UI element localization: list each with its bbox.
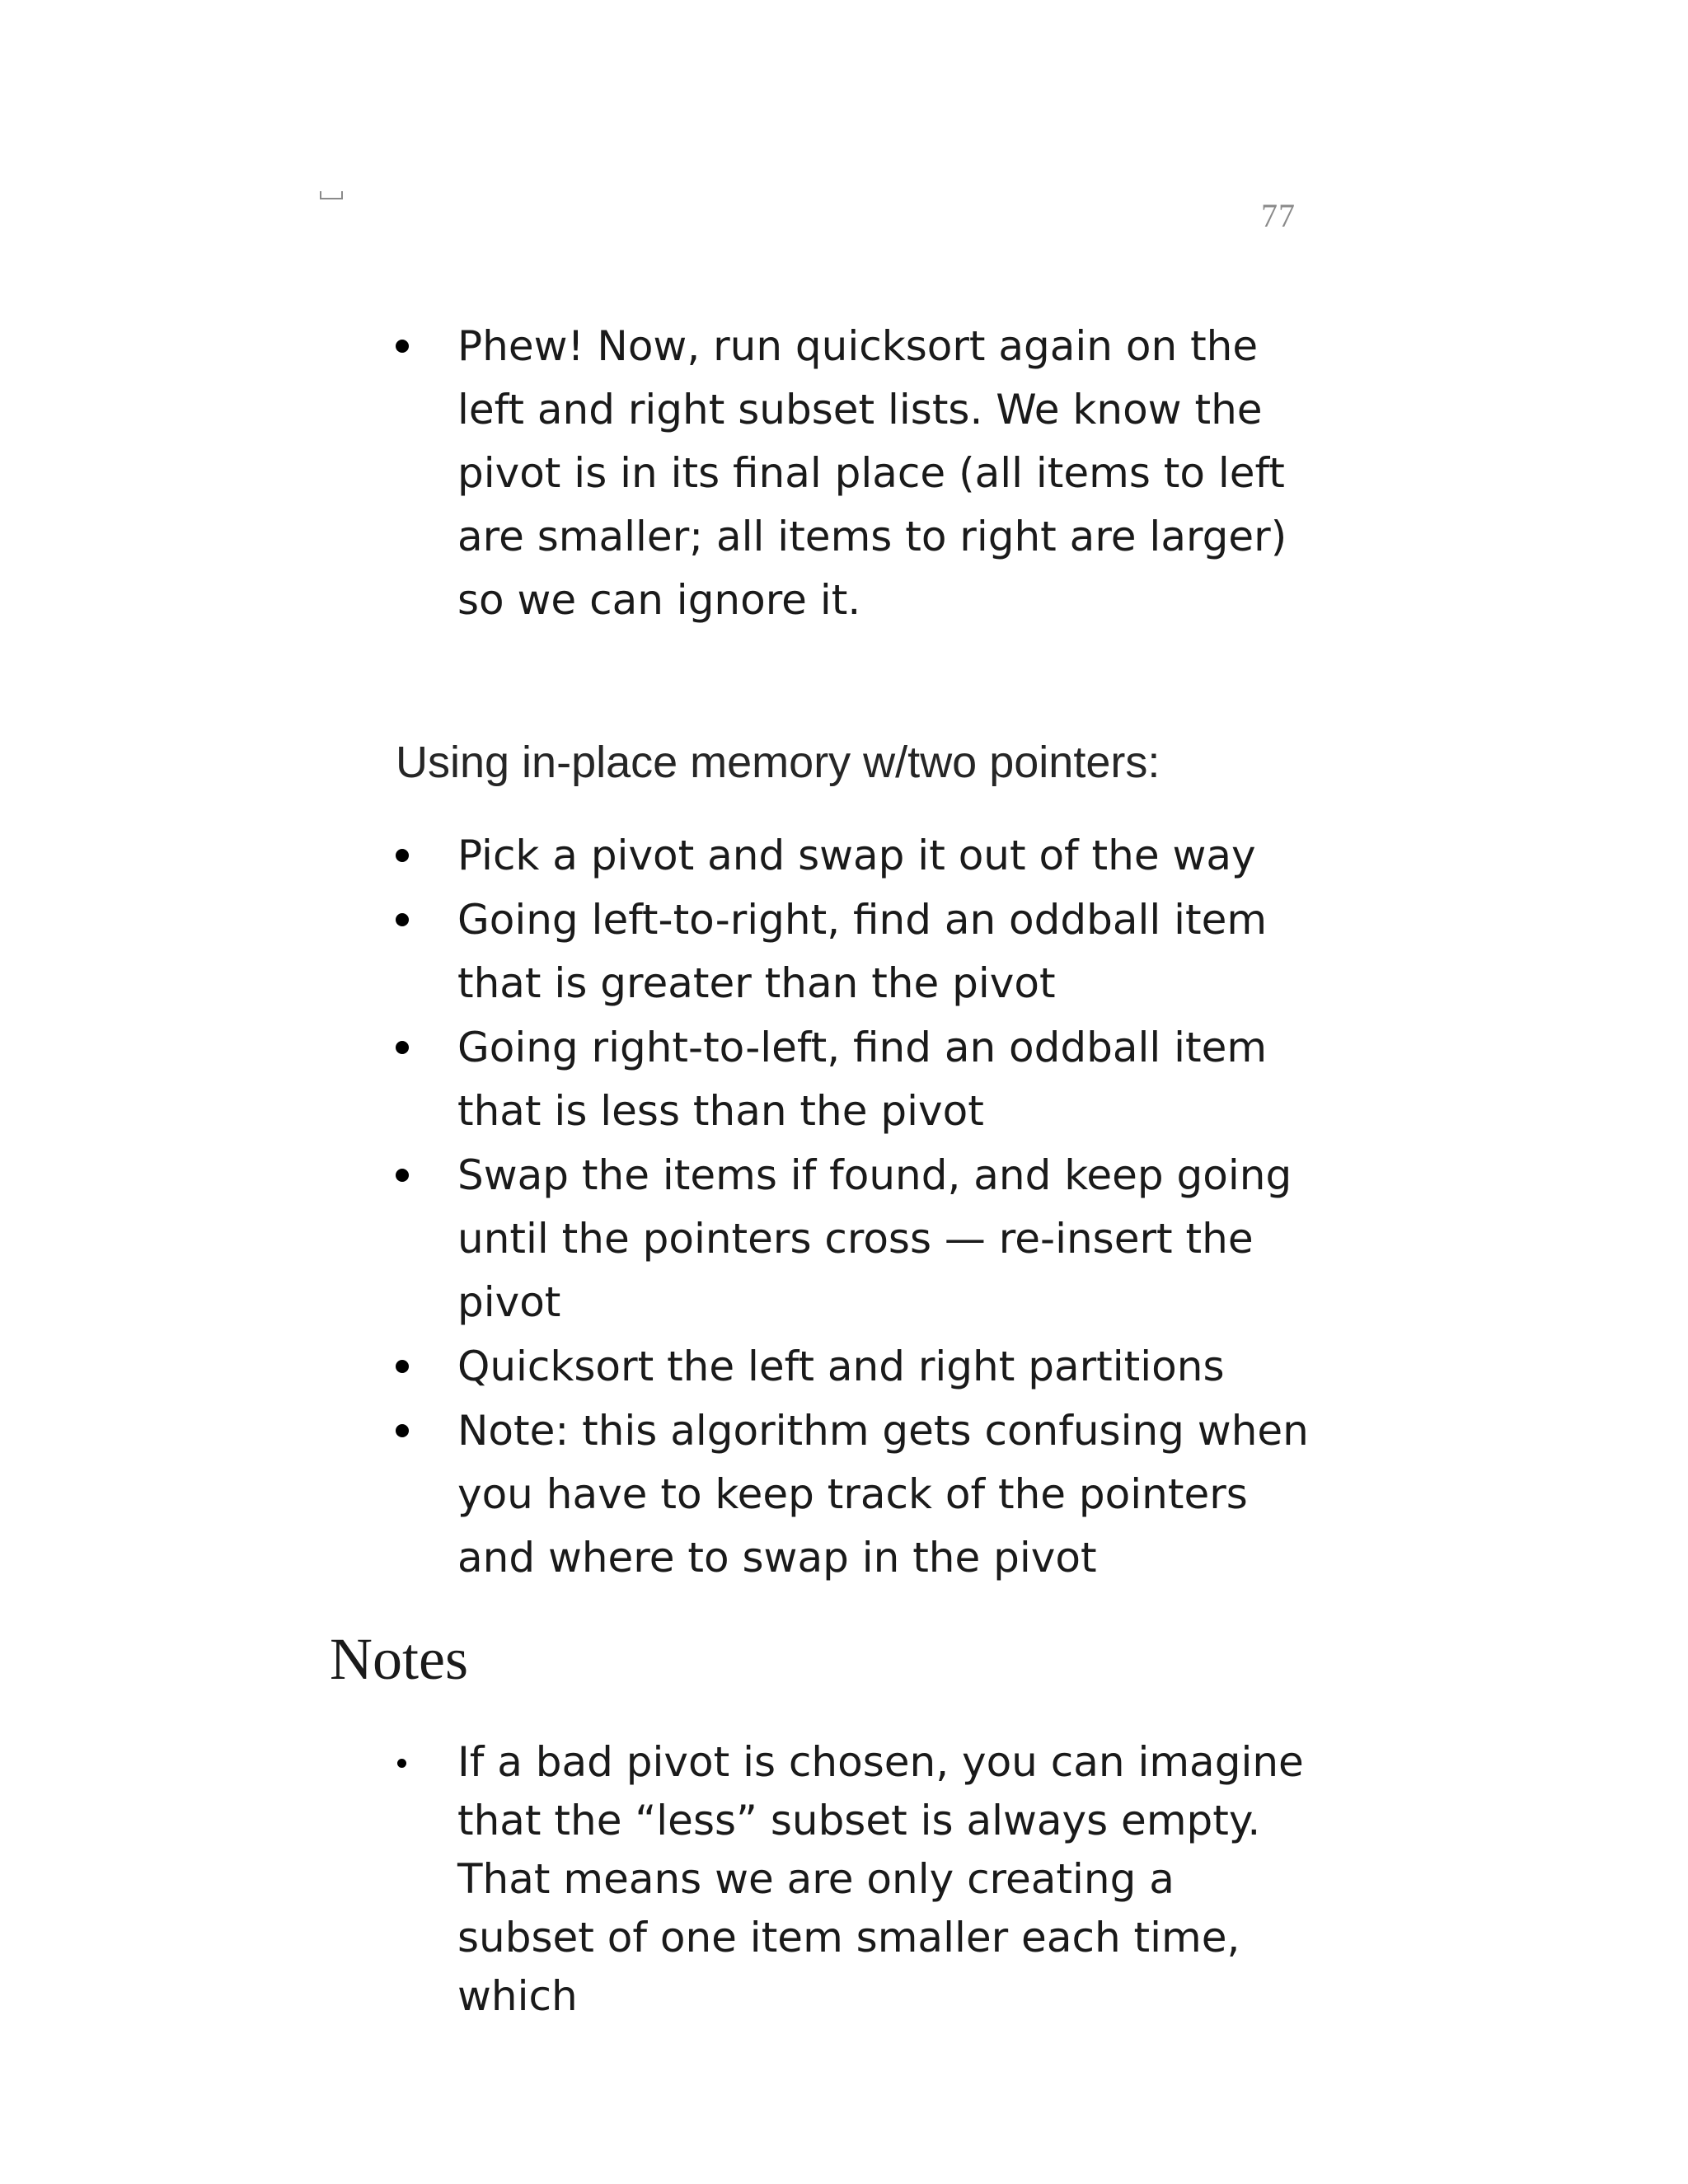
list-item [396,315,1294,632]
notes-heading: Notes [330,1626,468,1692]
list-item-text: Going left-to-right, find an oddball item that is greater than the pivot [457,896,1268,1007]
list-item-text: Phew! Now, run quicksort again on the left and right subset lists. We know the pivot is in its final place (all items to left are smaller; all items to right are larger) so we can ignore it. [457,322,1287,624]
list-item-text: Quicksort the left and right partitions [457,1343,1225,1390]
quicksort-recap-list [396,315,1294,632]
list-item [396,1335,1311,1399]
bullet-icon [396,1424,409,1437]
notes-list [396,1733,1311,2026]
bullet-icon [396,913,409,926]
in-place-steps-list [396,824,1311,1591]
list-item [396,1016,1311,1143]
section-subheading: Using in-place memory w/two pointers: [396,738,1160,787]
list-item [396,888,1311,1015]
bullet-icon [396,1169,409,1182]
list-item-text: If a bad pivot is chosen, you can imagine that the “less” subset is always empty. That means we are only creating a subset of one item smaller each time, which [457,1738,1304,2020]
bullet-icon [396,1041,409,1054]
corner-crop-mark [320,191,343,199]
bullet-icon [396,340,409,353]
bullet-icon [396,849,409,862]
list-item-text: Swap the items if found, and keep going until the pointers cross — re-insert the pivot [457,1151,1292,1326]
list-item-text: Pick a pivot and swap it out of the way [457,832,1256,879]
list-item [396,1733,1311,2026]
bullet-icon [397,1759,406,1768]
list-item [396,1144,1311,1334]
list-item-text: Note: this algorithm gets confusing when you have to keep track of the pointers and where to swap in the pivot [457,1407,1309,1582]
page-number: 77 [1261,197,1296,234]
list-item [396,824,1311,888]
bullet-icon [396,1360,409,1373]
list-item-text: Going right-to-left, find an oddball item that is less than the pivot [457,1024,1268,1135]
list-item [396,1399,1311,1590]
